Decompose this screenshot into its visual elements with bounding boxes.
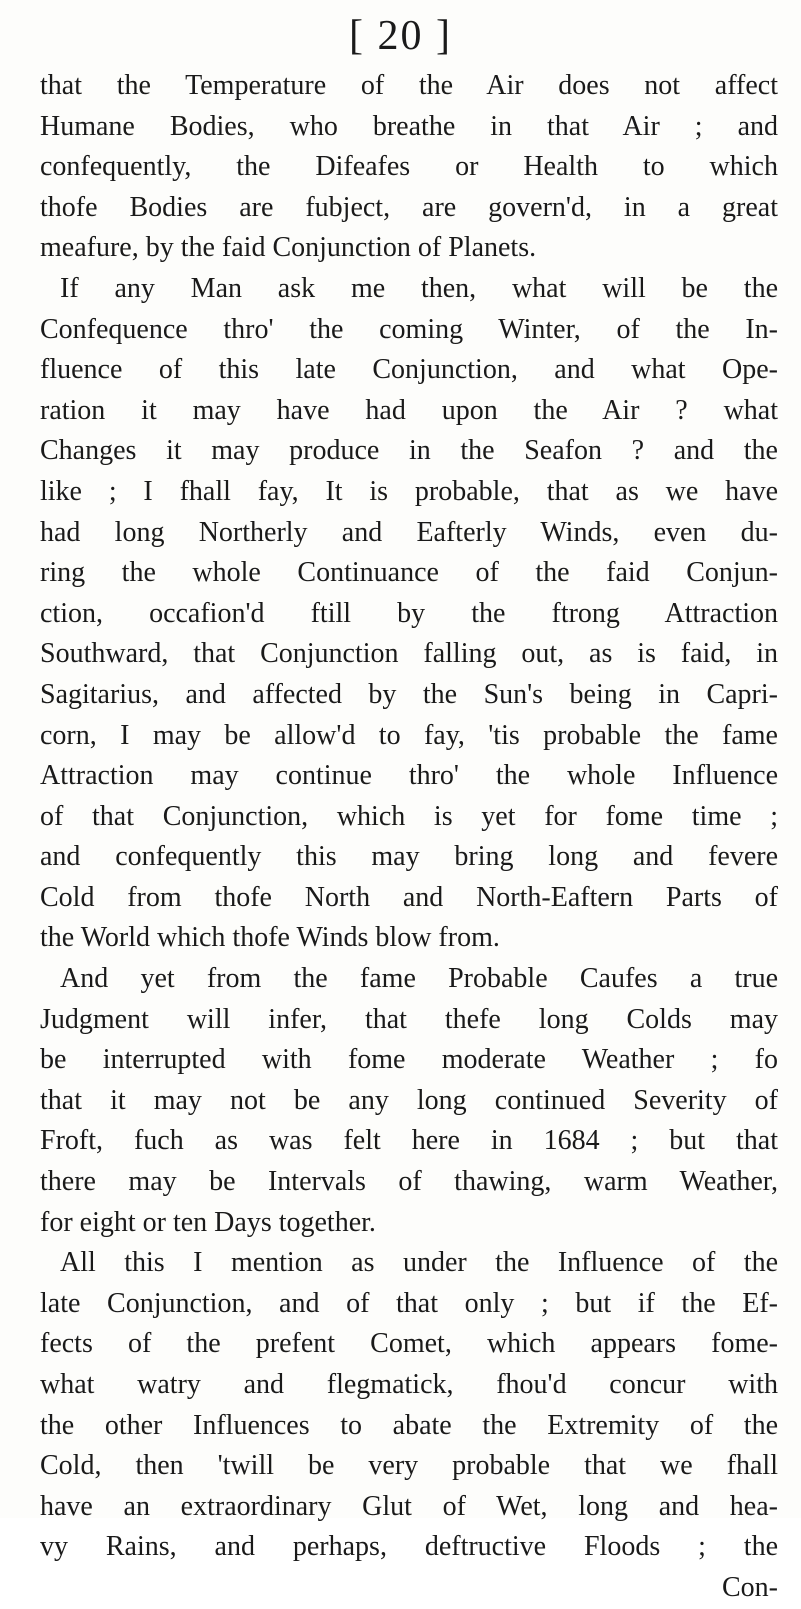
text-line: that it may not be any long continued Severity of bbox=[40, 1084, 778, 1116]
text-line: Sagitarius, and affected by the Sun's being in Capri- bbox=[40, 678, 778, 710]
text-line: Froft, fuch as was felt here in 1684 ; but that bbox=[40, 1125, 778, 1157]
page-number: [ 20 ] bbox=[349, 13, 452, 59]
text-line: fects of the prefent Comet, which appears fome- bbox=[40, 1328, 778, 1360]
text-line: Southward, that Conjunction falling out, as is faid, in bbox=[40, 638, 778, 670]
text-line: Attraction may continue thro' the whole Influence bbox=[40, 760, 778, 792]
text-line: what watry and flegmatick, fhou'd concur with bbox=[40, 1369, 778, 1400]
text-line: had long Northerly and Eafterly Winds, even du- bbox=[40, 516, 778, 548]
text-line: And yet from the fame Probable Caufes a true bbox=[60, 963, 778, 995]
text-line: Cold, then 'twill be very probable that we fhall bbox=[40, 1450, 778, 1482]
text-line: confequently, the Difeafes or Health to which bbox=[40, 151, 778, 183]
text-line: Cold from thofe North and North-Eaftern Parts of bbox=[40, 881, 778, 913]
text-line: Humane Bodies, who breathe in that Air ; and bbox=[40, 110, 778, 142]
text-line: Confequence thro' the coming Winter, of the In- bbox=[40, 313, 778, 345]
text-line: late Conjunction, and of that only ; but if the Ef- bbox=[40, 1287, 778, 1319]
text-line: be interrupted with fome moderate Weather ; fo bbox=[40, 1044, 778, 1076]
text-line: thofe Bodies are fubject, are govern'd, in a great bbox=[40, 191, 778, 223]
text-line: vy Rains, and perhaps, deftructive Floods ; the bbox=[40, 1531, 778, 1563]
text-line: the other Influences to abate the Extremity of the bbox=[40, 1409, 778, 1441]
text-line: fluence of this late Conjunction, and what Ope- bbox=[40, 354, 778, 386]
text-line: the World which thofe Winds blow from. bbox=[40, 922, 500, 954]
text-line: have an extraordinary Glut of Wet, long and hea- bbox=[40, 1490, 778, 1522]
text-line: that the Temperature of the Air does not affect bbox=[40, 70, 778, 101]
text-line: and confequently this may bring long and fevere bbox=[40, 841, 778, 873]
text-line: ction, occafion'd ftill by the ftrong Attraction bbox=[40, 597, 778, 629]
text-line: Changes it may produce in the Seafon ? and the bbox=[40, 435, 778, 467]
text-line: corn, I may be allow'd to fay, 'tis probable the fame bbox=[40, 719, 778, 751]
text-line: there may be Intervals of thawing, warm Weather, bbox=[40, 1166, 778, 1198]
text-line: Judgment will infer, that thefe long Colds may bbox=[40, 1003, 778, 1035]
text-line: ration it may have had upon the Air ? what bbox=[40, 394, 778, 426]
text-line: like ; I fhall fay, It is probable, that as we have bbox=[40, 475, 778, 507]
text-line: of that Conjunction, which is yet for fome time ; bbox=[40, 800, 778, 832]
body-text bbox=[40, 66, 778, 1609]
text-line: All this I mention as under the Influence of the bbox=[60, 1247, 778, 1279]
text-line: for eight or ten Days together. bbox=[40, 1206, 376, 1238]
text-line: meafure, by the faid Conjunction of Planets. bbox=[40, 232, 537, 264]
text-line: ring the whole Continuance of the faid Conjun- bbox=[40, 557, 778, 589]
text-line: If any Man ask me then, what will be the bbox=[60, 272, 778, 304]
catchword: Con- bbox=[722, 1571, 778, 1603]
